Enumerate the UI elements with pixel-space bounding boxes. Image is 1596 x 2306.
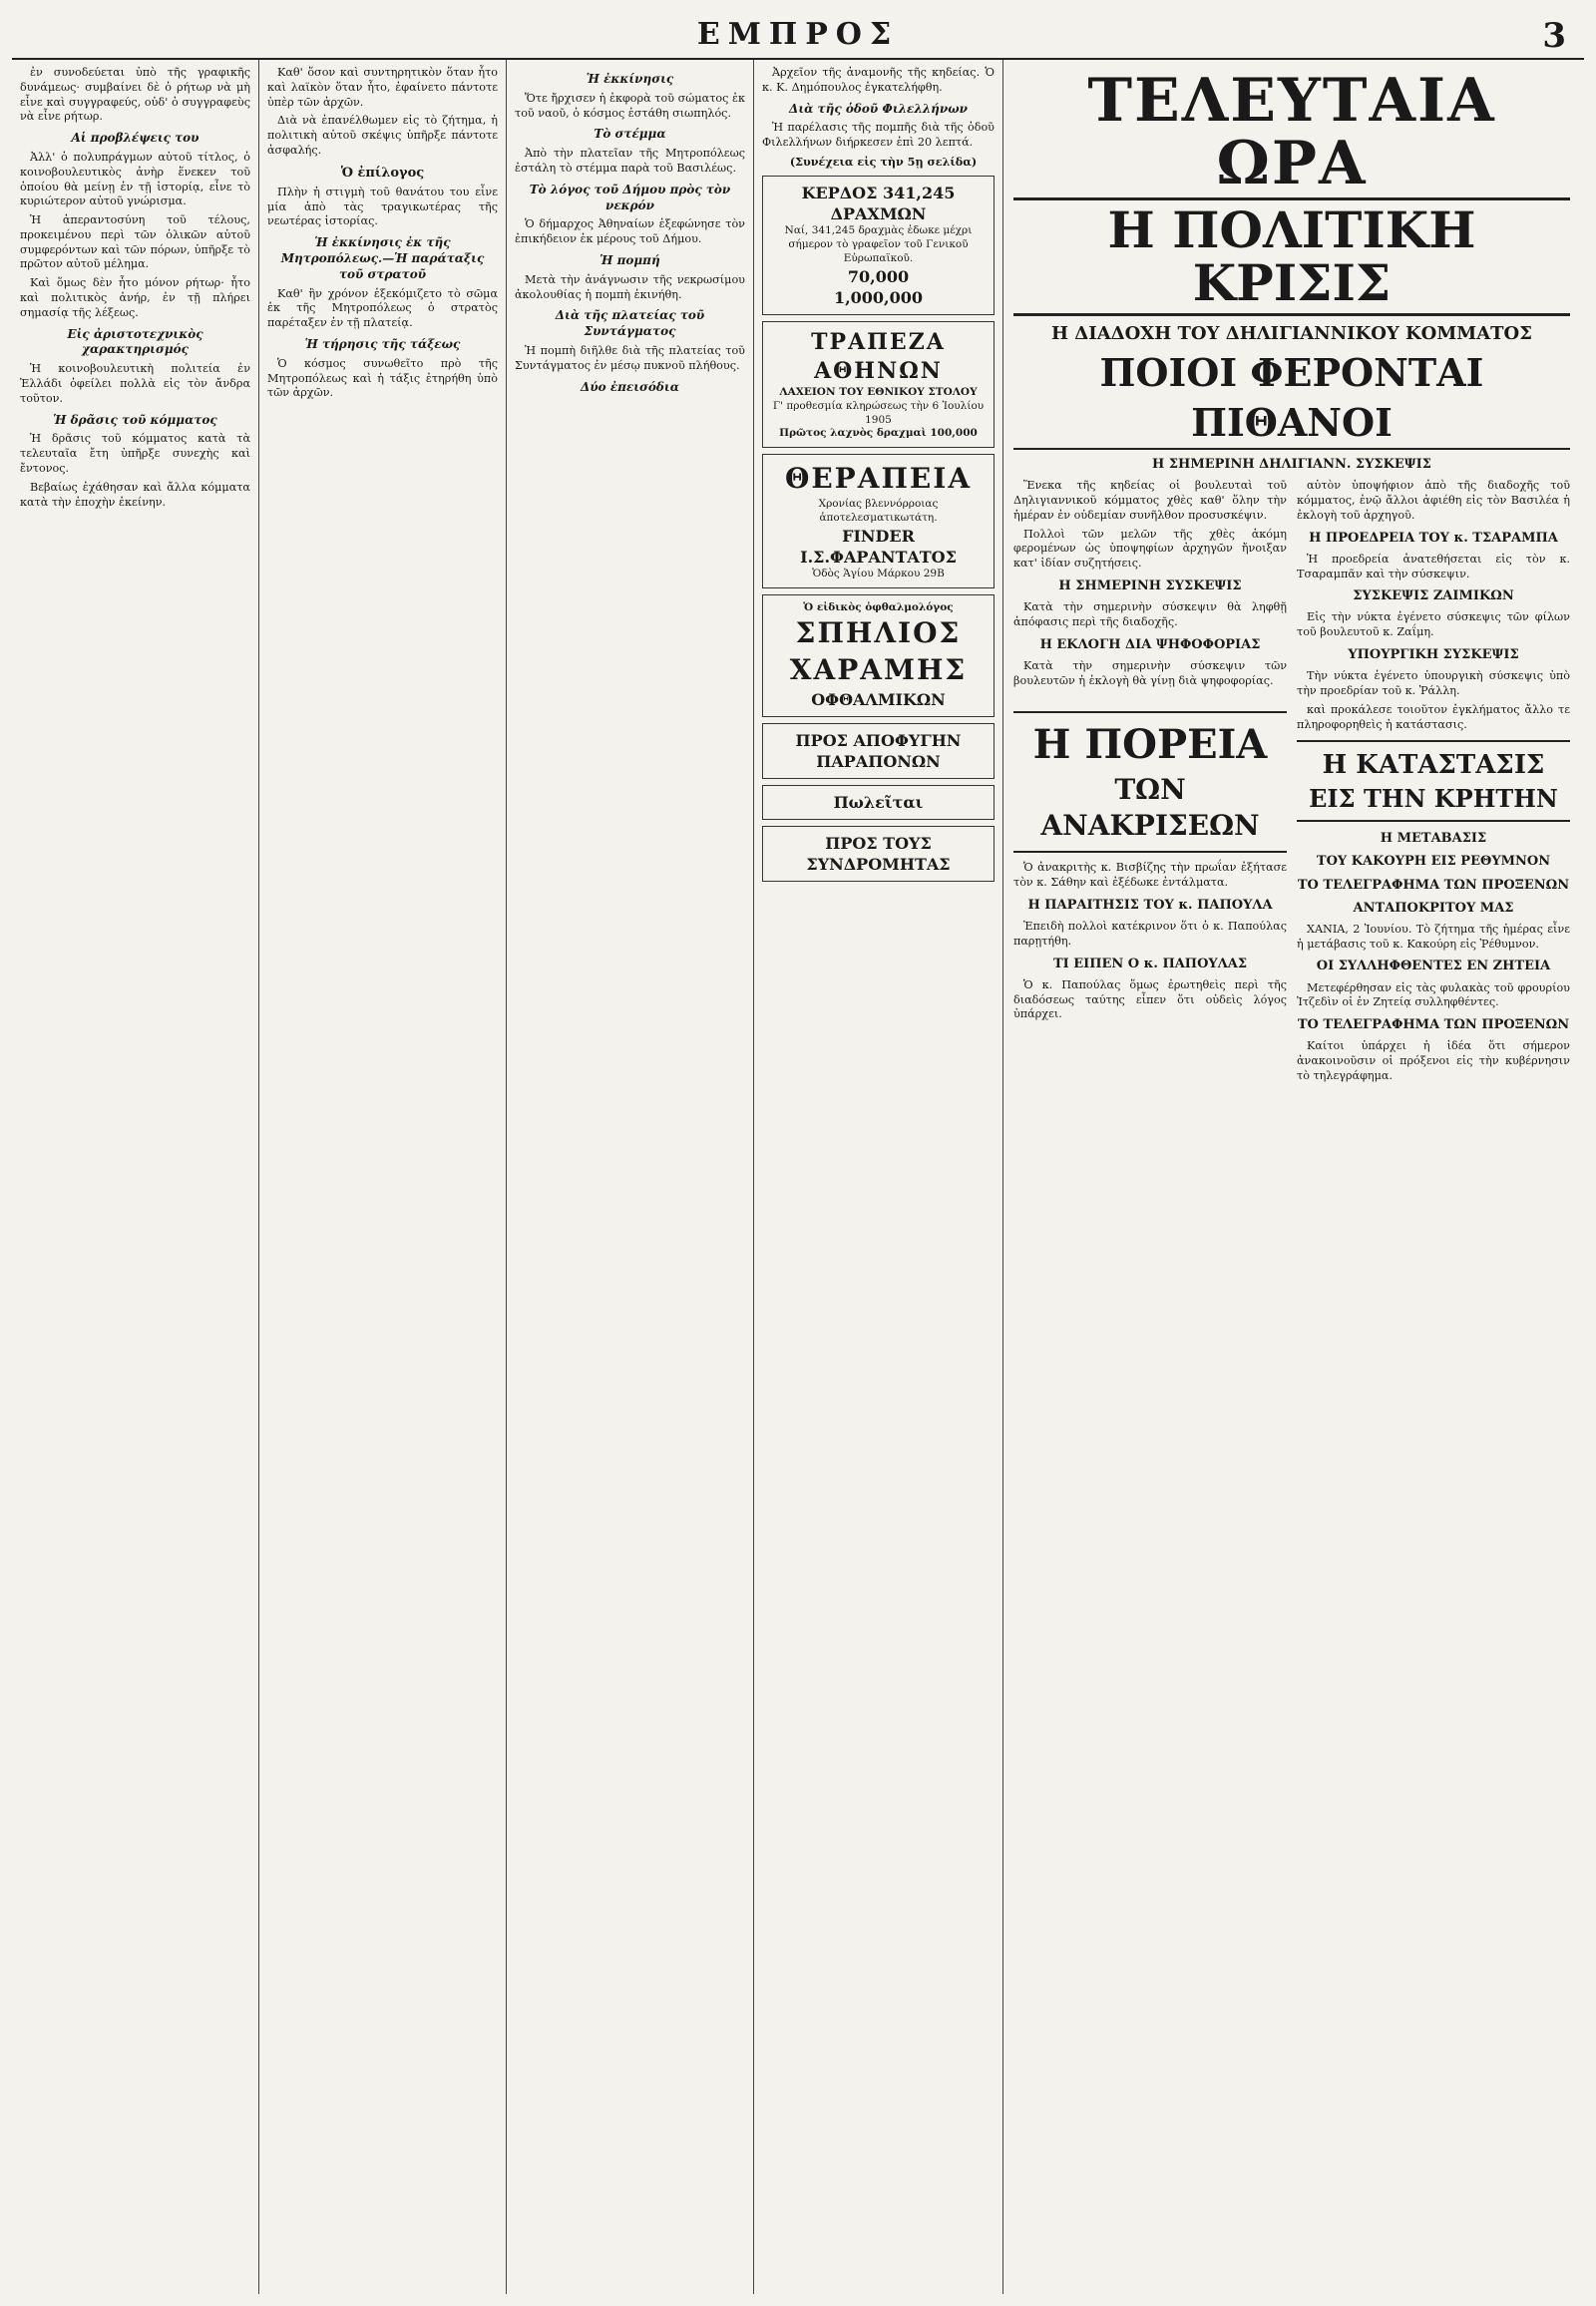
column-1 [12, 60, 259, 2294]
notice-title: ΠΡΟΣ ΑΠΟΦΥΓΗΝ [795, 730, 962, 750]
paragraph: Εἰς τὴν νύκτα ἐγένετο σύσκεψις τῶν φίλων τοῦ βουλευτοῦ κ. Ζαΐμη. [1297, 610, 1570, 639]
paragraph: Ἕνεκα τῆς κηδείας οἱ βουλευταὶ τοῦ Δηλιγιαννικοῦ κόμματος χθὲς καθ' ὅλην τὴν ἡμέραν ἐν οὐδεμίαν συνῆλθον προσυσκέψιν. [1013, 479, 1287, 522]
right-subcolumn [1297, 479, 1570, 703]
subheading: ΣΥΣΚΕΨΙΣ ΖΑΙΜΙΚΩΝ [1353, 588, 1514, 604]
subheading: Η ΜΕΤΑΒΑΣΙΣ [1380, 831, 1487, 847]
paragraph: Ἀλλ' ὁ πολυπράγμων αὐτοῦ τίτλος, ὁ κοινοβουλευτικὸς ἀνὴρ ἕνεκεν τοῦ ὁποίου θὰ μείνῃ ἐν τῇ ἱστορίᾳ, εἶνε τὸ κυριώτερον αὐτοῦ γνώρισμα. [20, 150, 250, 208]
ad-text: Γ' προθεσμία κληρώσεως τὴν 6 Ἰουλίου 1905 [772, 399, 985, 426]
subheading: ΤΟ ΤΕΛΕΓΡΑΦΗΜΑ ΤΩΝ ΠΡΟΞΕΝΩΝ [1297, 877, 1570, 893]
headline-line: Η ΠΟΡΕΙΑ [1032, 720, 1268, 768]
section-heading: Εἰς ἀριστοτεχνικὸς χαρακτηρισμός [67, 326, 203, 357]
ad-title: Ὁ εἰδικὸς ὀφθαλμολόγος [803, 601, 954, 613]
subheading: ΤΟ ΤΕΛΕΓΡΑΦΗΜΑ ΤΩΝ ΠΡΟΞΕΝΩΝ [1297, 1017, 1570, 1033]
advertisement-lottery-profit [762, 176, 995, 315]
headline-succession: Η ΔΙΑΔΟΧΗ ΤΟΥ ΔΗΛΙΓΙΑΝΝΙΚΟΥ ΚΟΜΜΑΤΟΣ [1051, 323, 1532, 344]
paragraph: Ἡ κοινοβουλευτικὴ πολιτεία ἐν Ἑλλάδι ὀφείλει πολλὰ εἰς τὸν ἄνδρα τοῦτον. [20, 362, 250, 405]
ad-title: ΚΕΡΔΟΣ 341,245 ΔΡΑΧΜΩΝ [801, 183, 956, 223]
ad-subtitle: ΟΦΘΑΛΜΙΚΩΝ [811, 689, 946, 709]
left-subcolumn [1013, 479, 1287, 703]
subheading: Η ΣΗΜΕΡΙΝΗ ΣΥΣΚΕΨΙΣ [1058, 577, 1242, 593]
section-heading: Διὰ τῆς ὁδοῦ Φιλελλήνων [789, 101, 968, 116]
two-column-block [1013, 703, 1570, 1088]
subheading: ΤΟΥ ΚΑΚΟΥΡΗ ΕΙΣ ΡΕΘΥΜΝΟΝ [1316, 854, 1551, 870]
paragraph: Ἐπειδὴ πολλοὶ κατέκρινον ὅτι ὁ κ. Παπούλας παρῃτήθη. [1013, 920, 1287, 948]
columns [12, 60, 1584, 2294]
two-column-block [1013, 479, 1570, 703]
section-heading: Ἡ τήρησις τῆς τάξεως [304, 337, 461, 352]
paragraph: αὐτὸν ὑποψήφιον ἀπὸ τῆς διαδοχῆς τοῦ κόμματος, ἐνῷ ἄλλοι ἀφιέθη εἰς τὸν Βασιλέα ἡ ἐκλογὴ τοῦ ἀρχηγοῦ. [1297, 479, 1570, 522]
paragraph: Ἡ ἀπεραντοσύνη τοῦ τέλους, προκειμένου περὶ τῶν ὁλικῶν αὐτοῦ συμφερόντων καὶ τῶν πόρων, ὑπῆρξε τὸ πρῶτον αὐτοῦ μέλημα. [20, 213, 250, 271]
paragraph: Ὁ κόσμος συνωθεῖτο πρὸ τῆς Μητροπόλεως καὶ ἡ τάξις ἐτηρήθη ὑπὸ τῶν ἀρχῶν. [267, 356, 498, 400]
notice-subscribers [762, 826, 995, 882]
notice-title: ΠΡΟΣ ΤΟΥΣ ΣΥΝΔΡΟΜΗΤΑΣ [806, 834, 951, 875]
paragraph: Μετεφέρθησαν εἰς τὰς φυλακὰς τοῦ φρουρίου Ἰτζεδὶν οἱ ἐν Ζητείᾳ συλληφθέντες. [1297, 980, 1570, 1009]
headline-political-crisis: Η ΠΟΛΙΤΙΚΗ ΚΡΙΣΙΣ [1013, 197, 1570, 316]
headline-investigations [1013, 711, 1287, 854]
paragraph: Καὶ ὅμως δὲν ἦτο μόνον ρήτωρ· ἦτο καὶ πολιτικὸς ἀνήρ, ἐν τῇ πλήρει σημασίᾳ τῆς λέξεως. [20, 276, 250, 319]
paragraph: Ἡ παρέλασις τῆς πομπῆς διὰ τῆς ὁδοῦ Φιλελλήνων διήρκεσεν ἐπὶ 20 λεπτά. [762, 121, 995, 150]
ad-text: Ναί, 341,245 δραχμὰς ἐδωκε μέχρι σήμερον τὸ γραφεῖον τοῦ Γενικοῦ Εὐρωπαϊκοῦ. [784, 223, 973, 264]
paragraph: Καθ' ὅσον καὶ συντηρητικὸν ὅταν ἦτο καὶ λαϊκὸν ὅταν ἦτο, ἐφαίνετο πάντοτε ὑπὲρ τῶν ἀρχῶν. [267, 66, 498, 109]
paragraph: Κατὰ τὴν σημερινὴν σύσκεψιν θὰ ληφθῇ ἀπόφασις περὶ τῆς διαδοχῆς. [1013, 600, 1287, 628]
advertisement-bank [762, 321, 995, 449]
paragraph: Βεβαίως ἐχάθησαν καὶ ἄλλα κόμματα κατὰ τὴν ἐποχὴν ἐκείνην. [20, 480, 250, 509]
subheading: Η ΕΚΛΟΓΗ ΔΙΑ ΨΗΦΟΦΟΡΙΑΣ [1039, 636, 1261, 652]
section-heading: Ἡ πομπή [599, 253, 660, 267]
ad-subtitle: ΛΑΧΕΙΟΝ ΤΟΥ ΕΘΝΙΚΟΥ ΣΤΟΛΟΥ [779, 385, 978, 398]
paragraph: Ὁ κ. Παπούλας ὅμως ἐρωτηθεὶς περὶ τῆς διαδόσεως ταύτης εἶπεν ὅτι οὐδεὶς λόγος ὑπάρχει. [1013, 977, 1287, 1021]
paragraph: ΧΑΝΙΑ, 2 Ἰουνίου. Τὸ ζήτημα τῆς ἡμέρας εἶνε ἡ μετάβασις τοῦ κ. Κακούρη εἰς Ῥέθυμνον. [1297, 922, 1570, 951]
right-subcolumn [1297, 703, 1570, 1088]
subheading: Η ΠΡΟΕΔΡΕΙΑ ΤΟΥ κ. ΤΣΑΡΑΜΠΑ [1309, 530, 1558, 546]
left-subcolumn [1013, 703, 1287, 1088]
column-3 [507, 60, 754, 2294]
section-heading: Τὸ στέμμα [594, 127, 666, 142]
paragraph: Μετὰ τὴν ἀνάγνωσιν τῆς νεκρωσίμου ἀκολουθίας ἡ πομπὴ ἐκινήθη. [515, 272, 745, 301]
paragraph: Ἡ προεδρεία ἀνατεθήσεται εἰς τὸν κ. Τσαραμπᾶν καὶ τὴν σύσκεψιν. [1297, 552, 1570, 580]
column-2 [259, 60, 507, 2294]
ad-brand: FINDER [842, 526, 915, 546]
paragraph: Ἀπὸ τὴν πλατεῖαν τῆς Μητροπόλεως ἐστάλη τὸ στέμμα παρὰ τοῦ Βασιλέως. [515, 147, 745, 175]
paragraph: καὶ προκάλεσε τοιοῦτον ἐγκλήματος ἄλλο τε πληροφορηθεὶς ἡ κατάστασις. [1297, 702, 1570, 731]
advertisement-therapy [762, 454, 995, 588]
paragraph: Ὁ ἀνακριτὴς κ. Βισβίζης τὴν πρωΐαν ἐξήτασε τὸν κ. Σάθην καὶ ἐξέδωκε ἐντάλματα. [1013, 861, 1287, 890]
ad-title: ΤΡΑΠΕΖΑ ΑΘΗΝΩΝ [811, 328, 946, 384]
paragraph: Πολλοὶ τῶν μελῶν τῆς χθὲς ἀκόμη φερομένων ὡς ὑποψηφίων ἀρχηγῶν ἤνοιξαν κατ' ἰδίαν συζητήσεις. [1013, 527, 1287, 571]
advertisement-ophthalmologist [762, 594, 995, 717]
paragraph: Κατὰ τὴν σημερινὴν σύσκεψιν τῶν βουλευτῶν ἡ ἐκλογὴ θὰ γίνῃ διὰ ψηφοφορίας. [1013, 658, 1287, 687]
paragraph: Τὴν νύκτα ἐγένετο ὑπουργικὴ σύσκεψις ὑπὸ τὴν προεδρίαν τοῦ κ. Ῥάλλη. [1297, 669, 1570, 697]
subheading: ΑΝΤΑΠΟΚΡΙΤΟΥ ΜΑΣ [1353, 900, 1514, 916]
subheading: Η ΠΑΡΑΙΤΗΣΙΣ ΤΟΥ κ. ΠΑΠΟΥΛΑ [1027, 897, 1273, 913]
headline-line: ΕΙΣ ΤΗΝ ΚΡΗΤΗΝ [1309, 783, 1558, 813]
subheading: ΤΙ ΕΙΠΕΝ Ο κ. ΠΑΠΟΥΛΑΣ [1052, 956, 1248, 971]
notice-title: Πωλεῖται [833, 793, 924, 813]
page-number: 3 [1542, 16, 1566, 56]
headline-latest-hour: ΤΕΛΕΥΤΑΙΑ ΩΡΑ [1087, 66, 1496, 198]
ad-amount: 70,000 [847, 266, 910, 286]
newspaper-title: ΕΜΠΡΟΣ [696, 16, 900, 52]
notice-complaints [762, 723, 995, 779]
ad-seller: Ι.Σ.ΦΑΡΑΝΤΑΤΟΣ [800, 548, 957, 568]
masthead [12, 10, 1584, 60]
notice-for-sale [762, 785, 995, 820]
subheading: ΟΙ ΣΥΛΛΗΦΘΕΝΤΕΣ ΕΝ ΖΗΤΕΙΑ [1316, 959, 1551, 974]
section-heading: Αἱ προβλέψεις του [71, 131, 200, 146]
ad-name: ΣΠΗΛΙΟΣ [795, 615, 962, 649]
paragraph: Ὁ δήμαρχος Ἀθηναίων ἐξεφώνησε τὸν ἐπικήδειον ἐκ μέρους τοῦ Δήμου. [515, 217, 745, 246]
paragraph: Καίτοι ὑπάρχει ἡ ἰδέα ὅτι σήμερον ἀνακοινοῦσιν οἱ πρόξενοι εἰς τὴν κυβέρνησιν τὸ τηλεγράφημα. [1297, 1039, 1570, 1082]
section-heading: Ἡ ἐκκίνησις [586, 72, 674, 86]
section-heading: Διὰ τῆς πλατείας τοῦ Συντάγματος [555, 308, 705, 339]
paragraph: Ὅτε ἤρχισεν ἡ ἐκφορὰ τοῦ σώματος ἐκ τοῦ ναοῦ, ὁ κόσμος ἐστάθη σιωπηλός. [515, 91, 745, 120]
paragraph: Διὰ νὰ ἐπανέλθωμεν εἰς τὸ ζήτημα, ἡ πολιτικὴ αὐτοῦ σκέψις ὑπῆρξε πάντοτε ἀσφαλής. [267, 114, 498, 157]
continuation-note: (Συνέχεια εἰς τὴν 5ῃ σελίδα) [789, 154, 978, 169]
ad-address: Ὁδὸς Ἁγίου Μάρκου 29Β [812, 568, 945, 580]
column-5-latest-news [1003, 60, 1580, 2294]
section-heading: Δύο ἐπεισόδια [581, 379, 679, 394]
section-heading: Ὁ ἐπίλογος [340, 165, 425, 181]
ad-title: ΘΕΡΑΠΕΙΑ [784, 462, 973, 496]
paragraph: ἐν συνοδεύεται ὑπὸ τῆς γραφικῆς δυνάμεως· συμβαίνει δὲ ὁ ρήτωρ νὰ μὴ εἶνε καὶ συγγραφεύς, οὐδ' ὁ συγγραφεὺς νὰ εἶνε ρήτωρ. [20, 66, 250, 124]
column-4 [754, 60, 1003, 2294]
notice-subtitle: ΠΑΡΑΠΟΝΩΝ [816, 751, 941, 771]
headline-crete [1297, 740, 1570, 822]
headline-line: ΤΩΝ ΑΝΑΚΡΙΣΕΩΝ [1040, 772, 1260, 843]
paragraph: Ἡ πομπὴ διῆλθε διὰ τῆς πλατείας τοῦ Συντάγματος ἐν μέσῳ πυκνοῦ πλήθους. [515, 344, 745, 372]
ad-prize: Πρῶτος λαχνὸς δραχμαὶ 100,000 [779, 427, 978, 440]
headline-candidates: ΠΟΙΟΙ ΦΕΡΟΝΤΑΙ ΠΙΘΑΝΟΙ [1013, 348, 1570, 450]
paragraph: Καθ' ἣν χρόνον ἐξεκόμιζετο τὸ σῶμα ἐκ τῆς Μητροπόλεως ὁ στρατὸς παρέταξεν ἐν τῇ πλατείᾳ. [267, 286, 498, 330]
headline-line: Η ΚΑΤΑΣΤΑΣΙΣ [1322, 750, 1545, 781]
subheading: Η ΣΗΜΕΡΙΝΗ ΔΗΛΙΓΙΑΝΝ. ΣΥΣΚΕΨΙΣ [1152, 457, 1431, 473]
ad-amount: 1,000,000 [833, 287, 924, 307]
ad-name: ΧΑΡΑΜΗΣ [789, 652, 968, 686]
section-heading: Ἡ ἐκκίνησις ἐκ τῆς Μητροπόλεως.—Ἡ παράταξις τοῦ στρατοῦ [280, 235, 485, 281]
paragraph: Ἀρχεῖον τῆς ἀναμονῆς τῆς κηδείας. Ὁ κ. Κ. Δημόπουλος ἐγκατελήφθη. [762, 66, 995, 94]
paragraph: Πλὴν ἡ στιγμὴ τοῦ θανάτου του εἶνε μία ἀπὸ τὰς τραγικωτέρας τῆς νεωτέρας ἱστορίας. [267, 185, 498, 228]
subheading: ΥΠΟΥΡΓΙΚΗ ΣΥΣΚΕΨΙΣ [1348, 647, 1519, 662]
section-heading: Τὸ λόγος τοῦ Δήμου πρὸς τὸν νεκρόν [529, 182, 731, 212]
section-heading: Ἡ δρᾶσις τοῦ κόμματος [53, 412, 217, 427]
ad-subtitle: Χρονίας βλεννόρροιας ἀποτελεσματικωτάτη. [818, 498, 939, 525]
paragraph: Ἡ δρᾶσις τοῦ κόμματος κατὰ τὰ τελευταῖα ἔτη ὑπῆρξε συνεχὴς καὶ ἔντονος. [20, 432, 250, 475]
